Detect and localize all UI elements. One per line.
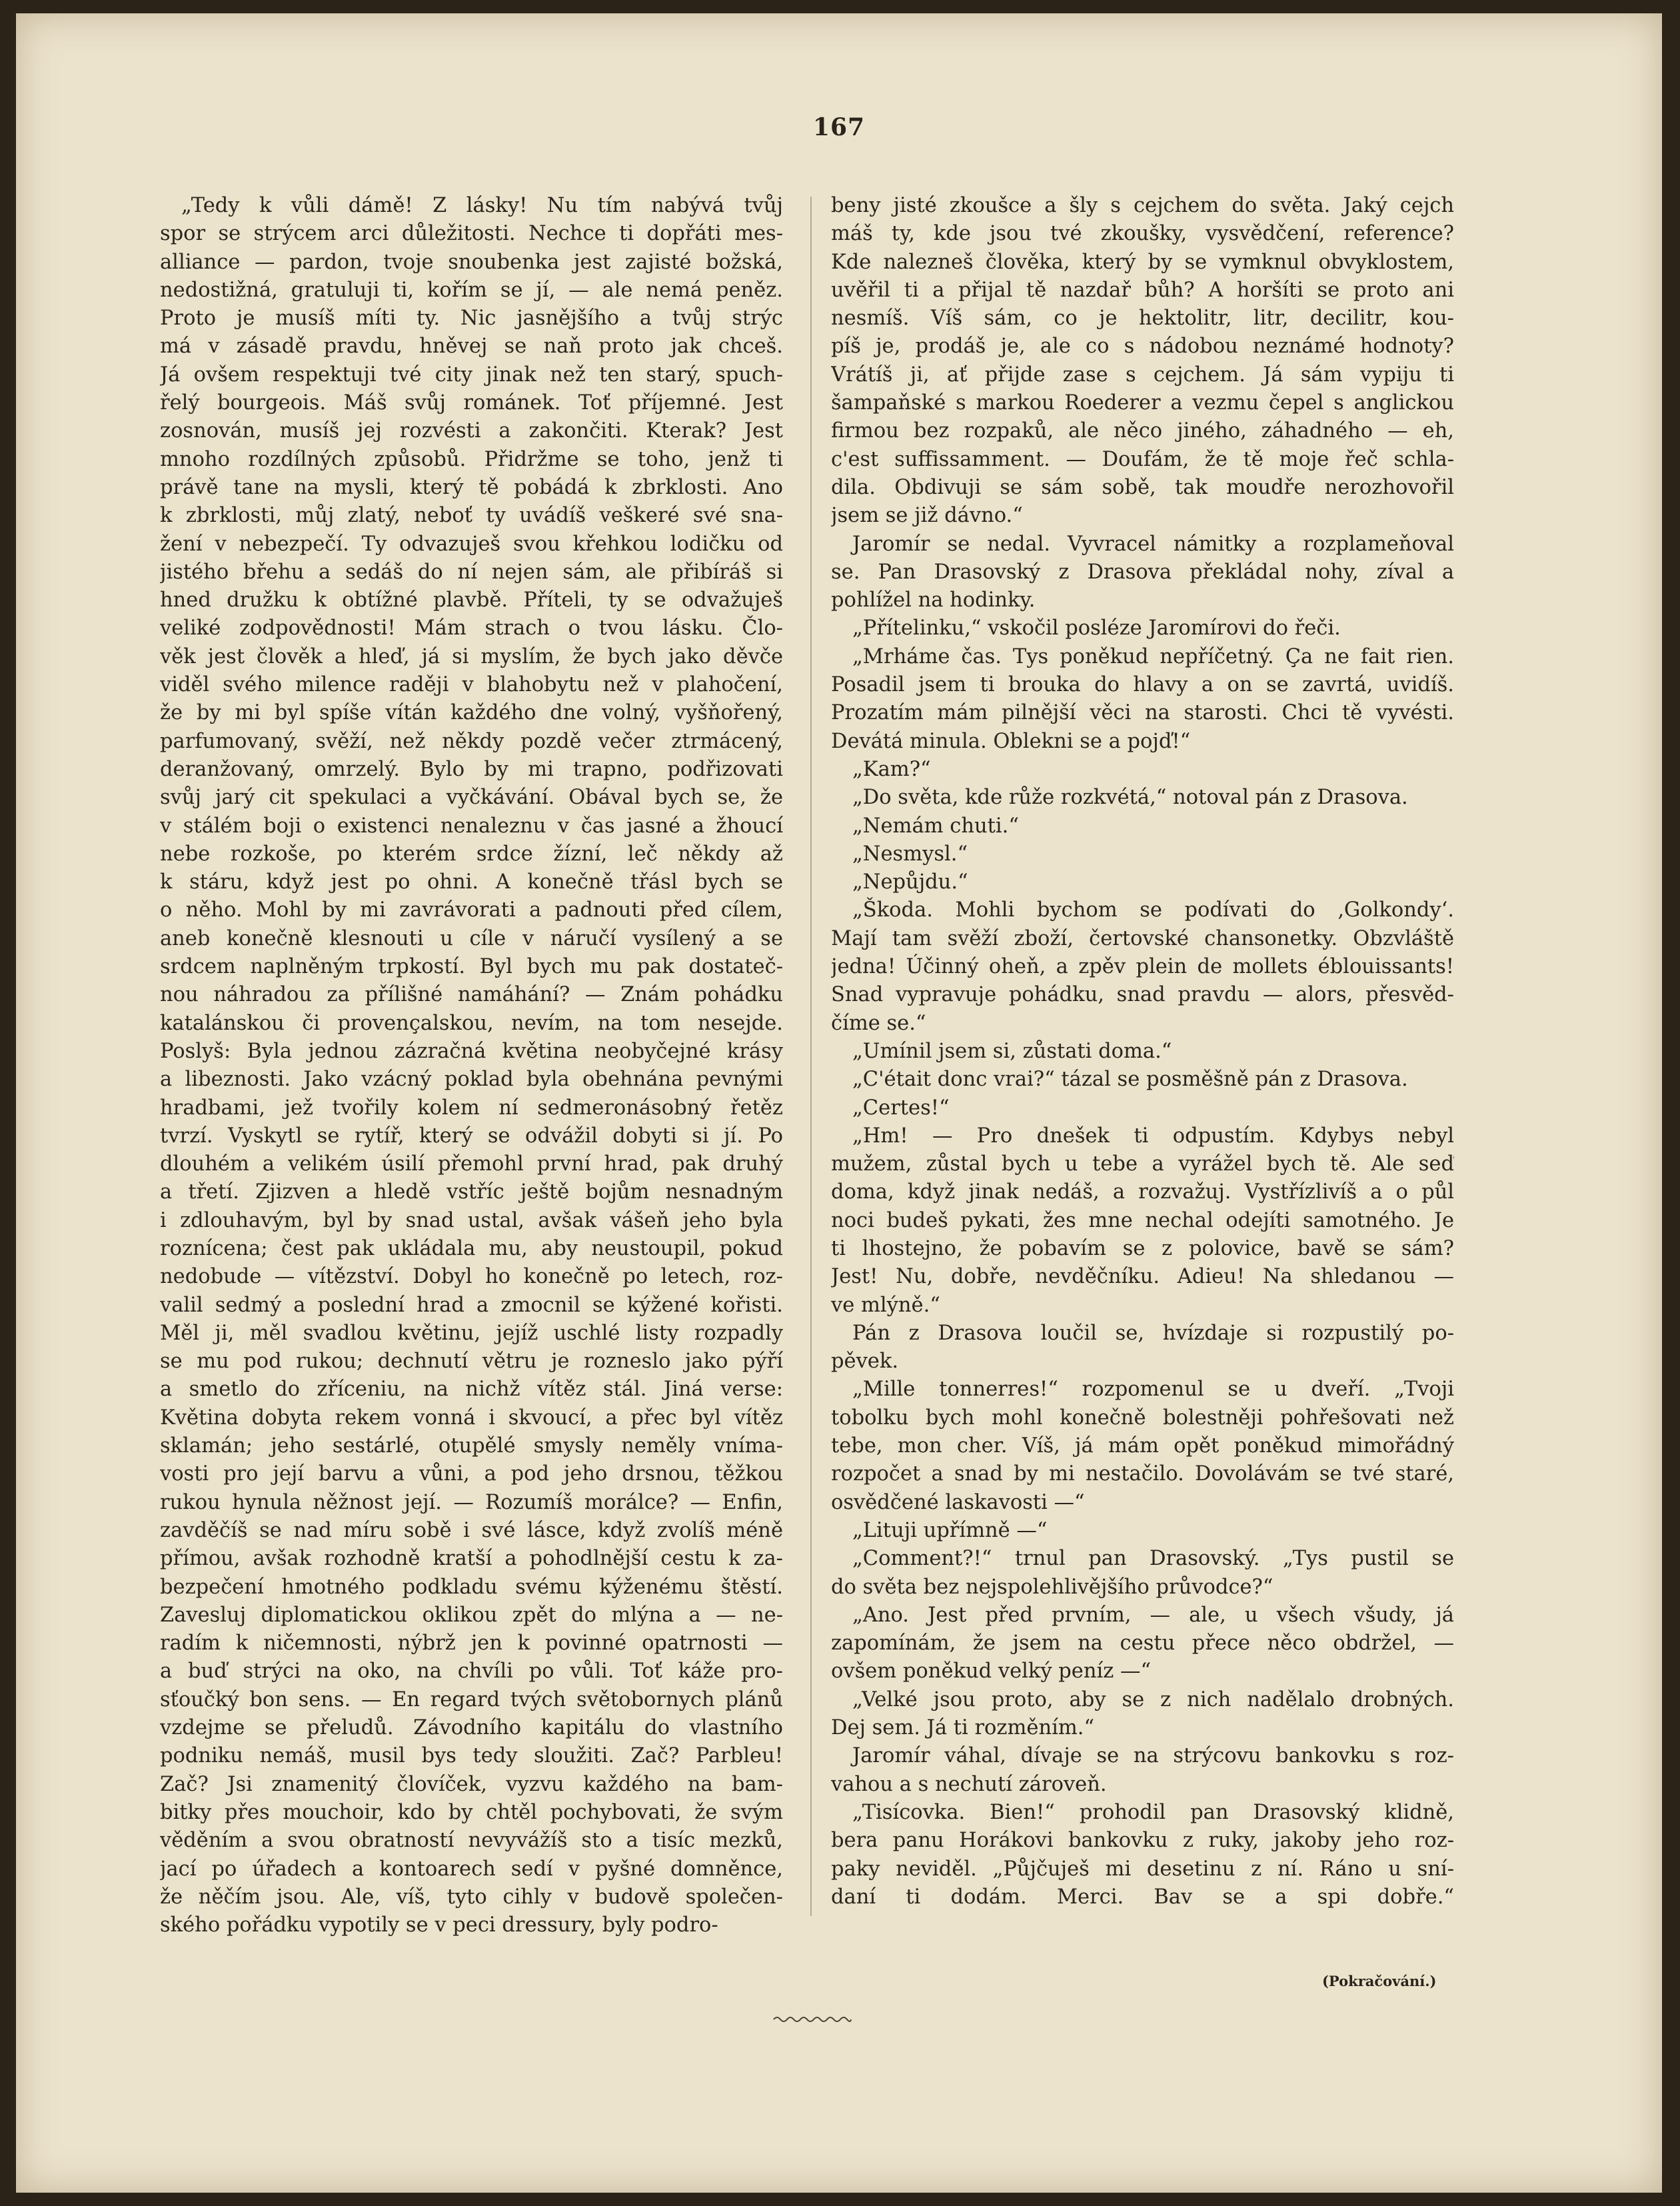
text-line: hradbami, jež tvořily kolem ní sedmeronásobný řetěz	[160, 1096, 783, 1120]
text-line: daní ti dodám. Merci. Bav se a spi dobře.“	[831, 1885, 1454, 1909]
text-line: číme se.“	[831, 1011, 926, 1035]
text-line: Devátá minula. Oblekni se a pojď!“	[831, 729, 1191, 753]
text-line: jsem se již dávno.“	[831, 504, 1023, 528]
text-line: Proto je musíš míti ty. Nic jasnějšího a tvůj strýc	[160, 307, 783, 331]
page-number: 167	[812, 113, 866, 141]
text-line: má v zásadě pravdu, hněvej se naň proto jak chceš.	[160, 335, 783, 359]
text-line: i zdlouhavým, byl by snad ustal, avšak vášeň jeho byla	[160, 1208, 783, 1232]
text-line: řelý bourgeois. Máš svůj románek. Toť příjemné. Jest	[160, 391, 783, 415]
text-line: podniku nemáš, musil bys tedy sloužiti. Zač? Parbleu!	[160, 1744, 783, 1768]
text-line: „Tedy k vůli dámě! Z lásky! Nu tím nabývá tvůj	[181, 194, 783, 217]
text-line: se. Pan Drasovský z Drasova překládal nohy, zíval a	[831, 560, 1454, 584]
text-line: „Hm! — Pro dnešek ti odpustím. Kdybys nebyl	[852, 1124, 1454, 1148]
text-line: zapomínám, že jsem na cestu přece něco obdržel, —	[831, 1632, 1454, 1655]
text-line: sťoučký bon sens. — En regard tvých světobornych plánů	[160, 1687, 783, 1711]
text-line: doma, když jinak nedáš, a rozvažuj. Vystřízlivíš a o půl	[831, 1180, 1454, 1204]
text-line: máš ty, kde jsou tvé zkoušky, vysvědčení, reference?	[831, 222, 1454, 246]
text-line: tobolku bych mohl konečně bolestněji pohřešovati než	[831, 1406, 1454, 1430]
text-line: ve mlýně.“	[831, 1293, 940, 1317]
text-line: o něho. Mohl by mi zavrávorati a padnouti před cílem,	[160, 898, 783, 922]
text-line: deranžovaný, omrzelý. Bylo by mi trapno, podřizovati	[160, 757, 783, 781]
text-line: mnoho rozdílných způsobů. Přidržme se toho, jenž ti	[160, 447, 783, 471]
text-line: ského pořádku vypotily se v peci dressury, byly podro-	[160, 1913, 718, 1937]
text-line: ovšem poněkud velký peníz —“	[831, 1659, 1152, 1683]
text-line: „Přítelinku,“ vskočil posléze Jaromírovi do řeči.	[852, 616, 1341, 640]
text-line: „Umínil jsem si, zůstati doma.“	[852, 1039, 1172, 1063]
text-line: a třetí. Zjizven a hledě vstříc ještě bojům nesnadným	[160, 1180, 783, 1204]
text-line: c'est suffissamment. — Doufám, že tě moje řeč schla-	[831, 447, 1454, 471]
text-line: zosnován, musíš jej rozvésti a zakončiti. Kterak? Jest	[160, 419, 783, 443]
text-line: Posadil jsem ti brouka do hlavy a on se zavrtá, uvidíš.	[831, 673, 1454, 697]
text-line: rukou hynula něžnost její. — Rozumíš morálce? — Enfin,	[160, 1490, 783, 1514]
text-line: viděl svého milence raději v blahobytu než v plahočení,	[160, 673, 783, 697]
text-line: ti lhostejno, že pobavím se z polovice, bavě se sám?	[831, 1236, 1454, 1260]
text-line: Mají tam svěží zboží, čertovské chansonetky. Obzvláště	[831, 926, 1454, 950]
text-line: zavděčíš se nad míru sobě i své lásce, když zvolíš méně	[160, 1518, 783, 1542]
text-line: beny jisté zkoušce a šly s cejchem do světa. Jaký cejch	[831, 194, 1454, 217]
text-line: v stálém boji o existenci nenaleznu v čas jasné a žhoucí	[160, 814, 783, 838]
text-line: roznícena; čest pak ukládala mu, aby neustoupil, pokud	[160, 1236, 783, 1260]
text-line: přímou, avšak rozhodně kratší a pohodlnější cestu k za-	[160, 1547, 783, 1571]
text-line: píš je, prodáš je, ale co s nádobou neznámé hodnoty?	[831, 335, 1454, 359]
text-line: nedostižná, gratuluji ti, kořím se jí, — ale nemá peněz.	[160, 278, 783, 302]
text-line: bera panu Horákovi bankovku z ruky, jakoby jeho roz-	[831, 1829, 1454, 1853]
text-line: „Nemám chuti.“	[852, 814, 1019, 838]
text-line: nesmíš. Víš sám, co je hektolitr, litr, decilitr, kou-	[831, 307, 1454, 331]
text-line: „Certes!“	[852, 1096, 950, 1120]
text-line: svůj jarý cit spekulaci a vyčkávání. Obával bych se, že	[160, 786, 783, 810]
text-column-left	[160, 192, 783, 1939]
end-ornament-icon	[772, 2013, 852, 2026]
text-line: hned družku k obtížné plavbě. Příteli, ty se odvažuješ	[160, 588, 783, 612]
text-line: do světa bez nejspolehlivějšího průvodce?“	[831, 1575, 1273, 1599]
text-line: „Kam?“	[852, 757, 931, 781]
text-line: jací po úřadech a kontoarech sedí v pyšné domněnce,	[160, 1857, 783, 1881]
text-line: „Škoda. Mohli bychom se podívati do ‚Golkondy‘.	[852, 898, 1454, 922]
text-line: vahou a s nechutí zároveň.	[831, 1772, 1107, 1796]
text-line: Poslyš: Byla jednou zázračná květina neobyčejné krásy	[160, 1039, 783, 1063]
continued-note: (Pokračování.)	[1322, 1973, 1437, 1989]
text-line: Zač? Jsi znamenitý človíček, vyzvu každého na bam-	[160, 1772, 783, 1796]
text-line: Kde nalezneš člověka, který by se vymknul obvyklostem,	[831, 250, 1454, 274]
text-line: a smetlo do zříceniu, na nichž vítěz stál. Jiná verse:	[160, 1378, 783, 1402]
text-line: Prozatím mám pilnější věci na starosti. Chci tě vyvésti.	[831, 701, 1454, 725]
text-line: radím k ničemnosti, nýbrž jen k povinné opatrnosti —	[160, 1632, 783, 1655]
text-line: Zavesluj diplomatickou oklikou zpět do mlýna a — ne-	[160, 1603, 783, 1627]
text-line: jedna! Účinný oheň, a zpěv plein de mollets éblouissants!	[831, 955, 1454, 979]
text-line: osvědčené laskavosti —“	[831, 1490, 1085, 1514]
column-divider	[810, 197, 812, 1916]
text-line: pěvek.	[831, 1350, 899, 1374]
text-line: parfumovaný, svěží, než někdy pozdě večer ztrmácený,	[160, 729, 783, 753]
text-line: firmou bez rozpaků, ale něco jiného, záhadného — eh,	[831, 419, 1454, 443]
text-line: že něčím jsou. Ale, víš, tyto cihly v budově společen-	[160, 1885, 783, 1909]
text-line: k stáru, když jest po ohni. A konečně třásl bych se	[160, 870, 783, 894]
text-line: katalánskou či provençalskou, nevím, na tom nesejde.	[160, 1011, 783, 1035]
text-line: „C'était donc vrai?“ tázal se posměšně pán z Drasova.	[852, 1068, 1408, 1092]
page-sheet	[16, 13, 1662, 2193]
text-line: dila. Obdivuji se sám sobě, tak moudře nerozhovořil	[831, 475, 1454, 499]
text-line: „Nesmysl.“	[852, 842, 968, 866]
text-line: noci budeš pykati, žes mne nechal odejíti samotného. Je	[831, 1208, 1454, 1232]
text-line: rozpočet a snad by mi nestačilo. Dovolávám se tvé staré,	[831, 1462, 1454, 1486]
text-line: nedobude — vítězství. Dobyl ho konečně po letech, roz-	[160, 1265, 783, 1289]
text-line: žení v nebezpečí. Ty odvazuješ svou křehkou lodičku od	[160, 532, 783, 556]
text-line: Jaromír se nedal. Vyvracel námitky a rozplameňoval	[852, 532, 1454, 556]
text-line: „Nepůjdu.“	[852, 870, 968, 894]
text-line: Dej sem. Já ti rozměním.“	[831, 1716, 1095, 1740]
text-line: právě tane na mysli, který tě pobádá k zbrklosti. Ano	[160, 475, 783, 499]
text-line: že by mi byl spíše vítán každého dne volný, vyšňořený,	[160, 701, 783, 725]
text-line: „Tisícovka. Bien!“ prohodil pan Drasovský klidně,	[852, 1800, 1454, 1824]
text-line: Měl ji, měl svadlou květinu, jejíž uschlé listy rozpadly	[160, 1321, 783, 1345]
text-line: aneb konečně klesnouti u cíle v náručí vysílený a se	[160, 926, 783, 950]
text-line: Jest! Nu, dobře, nevděčníku. Adieu! Na shledanou —	[831, 1265, 1454, 1289]
text-line: Snad vypravuje pohádku, snad pravdu — alors, přesvěd-	[831, 983, 1454, 1007]
text-line: „Ano. Jest před prvním, — ale, u všech všudy, já	[852, 1603, 1454, 1627]
text-line: paky neviděl. „Půjčuješ mi desetinu z ní. Ráno u sní-	[831, 1857, 1454, 1881]
text-line: vosti pro její barvu a vůni, a pod jeho drsnou, těžkou	[160, 1462, 783, 1486]
text-line: spor se strýcem arci důležitosti. Nechce ti dopřáti mes-	[160, 222, 783, 246]
text-line: srdcem naplněným trpkostí. Byl bych mu pak dostateč-	[160, 955, 783, 979]
text-line: a buď strýci na oko, na chvíli po vůli. Toť káže pro-	[160, 1659, 783, 1683]
text-line: Já ovšem respektuji tvé city jinak než ten starý, spuch-	[160, 363, 783, 387]
text-line: Pán z Drasova loučil se, hvízdaje si rozpustilý po-	[852, 1321, 1454, 1345]
text-line: dlouhém a velikém úsilí přemohl první hrad, pak druhý	[160, 1152, 783, 1176]
text-line: veliké zodpovědnosti! Mám strach o tvou lásku. Člo-	[160, 616, 783, 640]
text-line: alliance — pardon, tvoje snoubenka jest zajisté božská,	[160, 250, 783, 274]
text-column-right	[831, 192, 1454, 1911]
text-line: Jaromír váhal, dívaje se na strýcovu bankovku s roz-	[852, 1744, 1454, 1768]
text-line: šampaňské s markou Roederer a vezmu čepel s anglickou	[831, 391, 1454, 415]
text-line: pohlížel na hodinky.	[831, 588, 1036, 612]
text-line: tebe, mon cher. Víš, já mám opět poněkud mimořádný	[831, 1434, 1454, 1458]
text-line: nou náhradou za přílišné namáhání? — Znám pohádku	[160, 983, 783, 1007]
text-line: vzdejme se přeludů. Závodního kapitálu do vlastního	[160, 1716, 783, 1740]
text-line: uvěřil ti a přijal tě nazdař bůh? A horšíti se proto ani	[831, 278, 1454, 302]
text-line: bitky přes mouchoir, kdo by chtěl pochybovati, že svým	[160, 1800, 783, 1824]
text-line: jistého břehu a sedáš do ní nejen sám, ale přibíráš si	[160, 560, 783, 584]
text-line: sklamán; jeho sestárlé, otupělé smysly neměly vnímа-	[160, 1434, 783, 1458]
text-line: věk jest člověk a hleď, já si myslím, že bych jako děvče	[160, 644, 783, 668]
text-line: „Velké jsou proto, aby se z nich nadělalo drobných.	[852, 1687, 1454, 1711]
text-line: a libeznosti. Jako vzácný poklad byla obehnána pevnými	[160, 1068, 783, 1092]
text-line: se mu pod rukou; dechnutí větru je rozneslo jako pýří	[160, 1350, 783, 1374]
text-line: tvrzí. Vyskytl se rytíř, který se odvážil dobyti si jí. Po	[160, 1124, 783, 1148]
text-line: „Comment?!“ trnul pan Drasovský. „Tys pustil se	[852, 1547, 1454, 1571]
text-line: Květina dobyta rekem vonná i skvoucí, a přec byl vítěz	[160, 1406, 783, 1430]
text-line: věděním a svou obratností nevyvážíš sto a tisíc mezků,	[160, 1829, 783, 1853]
text-line: „Do světa, kde růže rozkvétá,“ notoval pán z Drasova.	[852, 786, 1408, 810]
text-line: valil sedmý a poslední hrad a zmocnil se kýžené kořisti.	[160, 1293, 783, 1317]
text-line: „Mrháme čas. Tys poněkud nepříčetný. Ça ne fait rien.	[852, 644, 1454, 668]
text-line: bezpečení hmotného podkladu svému kýženému štěstí.	[160, 1575, 783, 1599]
text-line: Vrátíš ji, ať přijde zase s cejchem. Já sám vypiju ti	[831, 363, 1454, 387]
text-line: „Lituji upřímně —“	[852, 1518, 1048, 1542]
text-line: „Mille tonnerres!“ rozpomenul se u dveří. „Tvoji	[852, 1378, 1454, 1402]
text-line: mužem, zůstal bych u tebe a vyrážel bych tě. Ale seď	[831, 1152, 1454, 1176]
text-line: nebe rozkoše, po kterém srdce žízní, leč někdy až	[160, 842, 783, 866]
text-line: k zbrklosti, můj zlatý, neboť ty uvádíš veškeré své sna-	[160, 504, 783, 528]
